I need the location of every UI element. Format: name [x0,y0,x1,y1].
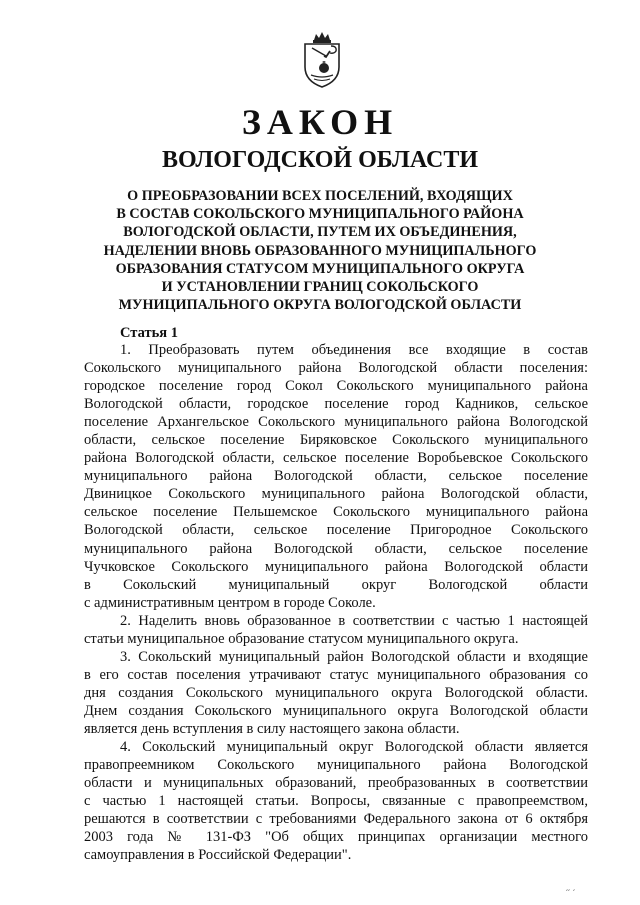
body-line: 2003 года № 131-ФЗ "Об общих принципах организации местного [84,829,588,846]
body-line: с частью 1 настоящей статьи. Вопросы, связанные с правопреемством, [84,793,588,810]
body-line: Чучковское Сокольского муниципального района Вологодской области [84,558,588,575]
body-line: является день вступления в силу настоящего закона области. [84,720,460,737]
article-body [84,341,588,864]
body-line: решаются в соответствии с требованиями Федерального закона от 6 октября [84,811,588,828]
subject-line: В СОСТАВ СОКОЛЬСКОГО МУНИЦИПАЛЬНОГО РАЙОНА [116,206,524,223]
body-line: 4. Сокольский муниципальный округ Вологодской области является [120,739,588,756]
body-line: Вологодской области, городское поселение город Кадников, сельское [84,396,588,413]
body-line: области и муниципальных образований, преобразованных в соответствии [84,775,588,792]
body-line: муниципального района Вологодской области, сельское поселение [84,468,588,485]
body-line: 1. Преобразовать путем объединения все входящие в состав [120,342,588,358]
subject-line: МУНИЦИПАЛЬНОГО ОКРУГА ВОЛОГОДСКОЙ ОБЛАСТИ [118,297,522,314]
body-line: области, сельское поселение Биряковское Сокольского муниципального [84,432,588,449]
body-line: статьи муниципальное образование статусом муниципального округа. [84,630,519,647]
body-line: муниципального района Вологодской области, сельское поселение [84,540,588,557]
subject-line: И УСТАНОВЛЕНИИ ГРАНИЦ СОКОЛЬСКОГО [161,279,479,296]
subject-line: О ПРЕОБРАЗОВАНИИ ВСЕХ ПОСЕЛЕНИЙ, ВХОДЯЩИХ [127,188,513,204]
coat-of-arms-icon [299,31,345,89]
body-line: Сокольского муниципального района Вологодской области поселения: [84,360,588,377]
body-line: дня создания Сокольского муниципального округа Вологодской области. [84,684,588,701]
region-title: ВОЛОГОДСКОЙ ОБЛАСТИ [161,147,479,173]
body-line: правопреемником Сокольского муниципального района Вологодской [84,757,588,774]
body-line: Двиницкое Сокольского муниципального района Вологодской области, [84,486,588,503]
subject-line: ОБРАЗОВАНИЯ СТАТУСОМ МУНИЦИПАЛЬНОГО ОКРУГА [115,260,525,277]
subject-line: НАДЕЛЕНИИ ВНОВЬ ОБРАЗОВАННОГО МУНИЦИПАЛЬНОГО [103,242,537,259]
body-line: района Вологодской области, сельское поселение Воробьевское Сокольского [84,450,588,467]
body-line: поселение Архангельское Сокольского муниципального района Вологодской [84,414,588,431]
body-line: сельское поселение Пельшемское Сокольского муниципального района [84,504,588,521]
subject-line: ВОЛОГОДСКОЙ ОБЛАСТИ, ПУТЕМ ИХ ОБЪЕДИНЕНИЯ, [123,224,517,241]
body-line: городское поселение город Сокол Сокольского муниципального района [84,378,588,395]
body-line: Вологодской области, сельское поселение Пригородное Сокольского [84,522,588,539]
body-line: Днем создания Сокольского муниципального округа Вологодской области [84,702,588,719]
law-title: ЗАКОН [241,102,399,142]
body-line: в его состав поселения утрачивают статус муниципального образования со [84,666,588,683]
article-heading: Статья 1 [120,325,178,341]
law-subject [80,187,560,314]
body-line: в Сокольский муниципальный округ Вологодской области [84,576,588,593]
page-marks: ′′ ′ [566,889,575,899]
body-line: 3. Сокольский муниципальный район Вологодской области и входящие [120,648,588,665]
body-line: 2. Наделить вновь образованное в соответствии с частью 1 настоящей [120,612,588,629]
body-line: самоуправления в Российской Федерации". [84,847,352,864]
body-line: с административным центром в городе Соколе. [84,594,376,611]
